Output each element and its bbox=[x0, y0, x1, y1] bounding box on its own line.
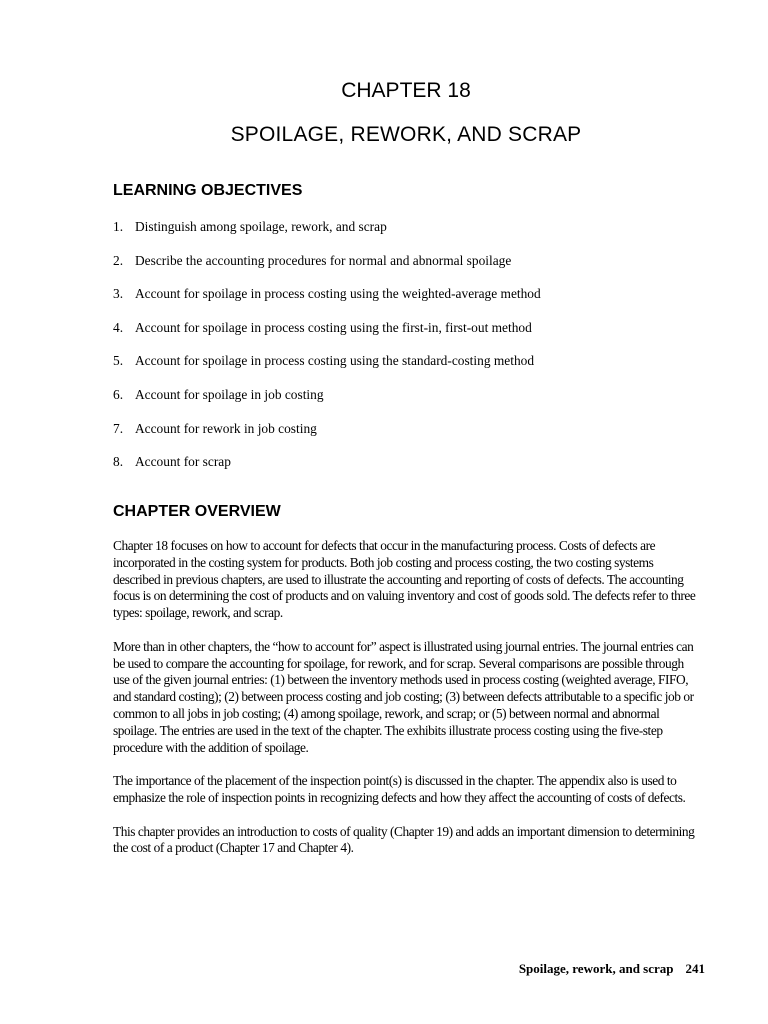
page-number: 241 bbox=[685, 961, 705, 976]
chapter-overview-body bbox=[113, 538, 703, 874]
list-item-text: Distinguish among spoilage, rework, and scrap bbox=[135, 219, 387, 234]
list-item-number: 2. bbox=[113, 252, 124, 268]
learning-objectives-heading: LEARNING OBJECTIVES bbox=[113, 182, 303, 199]
list-item-number: 6. bbox=[113, 386, 124, 402]
list-item-number: 8. bbox=[113, 454, 124, 470]
list-item-text: Account for scrap bbox=[135, 454, 231, 470]
list-item-text: Account for rework in job costing bbox=[135, 420, 317, 436]
running-title: Spoilage, rework, and scrap bbox=[518, 961, 674, 976]
list-item-number: 1. bbox=[113, 219, 124, 234]
list-item bbox=[113, 218, 541, 235]
list-item-text: Account for spoilage in job costing bbox=[135, 386, 324, 402]
list-item bbox=[113, 319, 541, 336]
list-item bbox=[113, 285, 541, 302]
list-item-number: 4. bbox=[113, 319, 124, 335]
page-footer bbox=[519, 960, 705, 977]
list-item-text: Describe the accounting procedures for normal and abnormal spoilage bbox=[135, 252, 512, 268]
overview-paragraph: More than in other chapters, the “how to account for” aspect is illustrated using journal entries. The journal entries can be used to compare the accounting for spoilage, for rework, and for scrap. Several comparisons are possible through use of the given journal entries: (1) between the inventory methods used in process costing (weighted average, FIFO, and standard costing); (2) between process costing and job costing; (3) between defects attributable to a specific job or common to all jobs in job costing; (4) among spoilage, rework, and scrap; or (5) between normal and abnormal spoilage. The entries are used in the text of the chapter. The exhibits illustrate process costing using the five-step procedure with the addition of spoilage. bbox=[113, 638, 694, 755]
list-item bbox=[113, 352, 541, 369]
list-item bbox=[113, 453, 541, 470]
list-item-number: 7. bbox=[113, 420, 124, 436]
overview-paragraph: This chapter provides an introduction to costs of quality (Chapter 19) and adds an important dimension to determining the cost of a product (Chapter 17 and Chapter 4). bbox=[113, 823, 695, 856]
list-item bbox=[113, 252, 541, 269]
list-item bbox=[113, 420, 541, 437]
list-item-number: 5. bbox=[113, 353, 124, 369]
overview-paragraph: The importance of the placement of the inspection point(s) is discussed in the chapter. The appendix also is used to emphasize the role of inspection points in recognizing defects and how they affect the accounting of costs of defects. bbox=[113, 773, 686, 805]
learning-objectives-list bbox=[113, 218, 541, 487]
list-item-text: Account for spoilage in process costing using the standard-costing method bbox=[135, 353, 535, 369]
list-item bbox=[113, 386, 541, 403]
chapter-overview-heading: CHAPTER OVERVIEW bbox=[113, 503, 281, 520]
chapter-title: SPOILAGE, REWORK, AND SCRAP bbox=[230, 123, 582, 146]
list-item-number: 3. bbox=[113, 286, 124, 302]
list-item-text: Account for spoilage in process costing using the weighted-average method bbox=[135, 286, 541, 302]
overview-paragraph: Chapter 18 focuses on how to account for defects that occur in the manufacturing process. Costs of defects are incorporated in the costing system for products. Both job costing and process costing, the two costing systems described in previous chapters, are used to illustrate the accounting and reporting of costs of defects. The accounting focus is on determining the cost of products and on valuing inventory and cost of goods sold. The defects refer to three types: spoilage, rework, and scrap. bbox=[113, 538, 696, 621]
chapter-number: CHAPTER 18 bbox=[341, 79, 471, 102]
list-item-text: Account for spoilage in process costing using the first-in, first-out method bbox=[135, 319, 532, 335]
